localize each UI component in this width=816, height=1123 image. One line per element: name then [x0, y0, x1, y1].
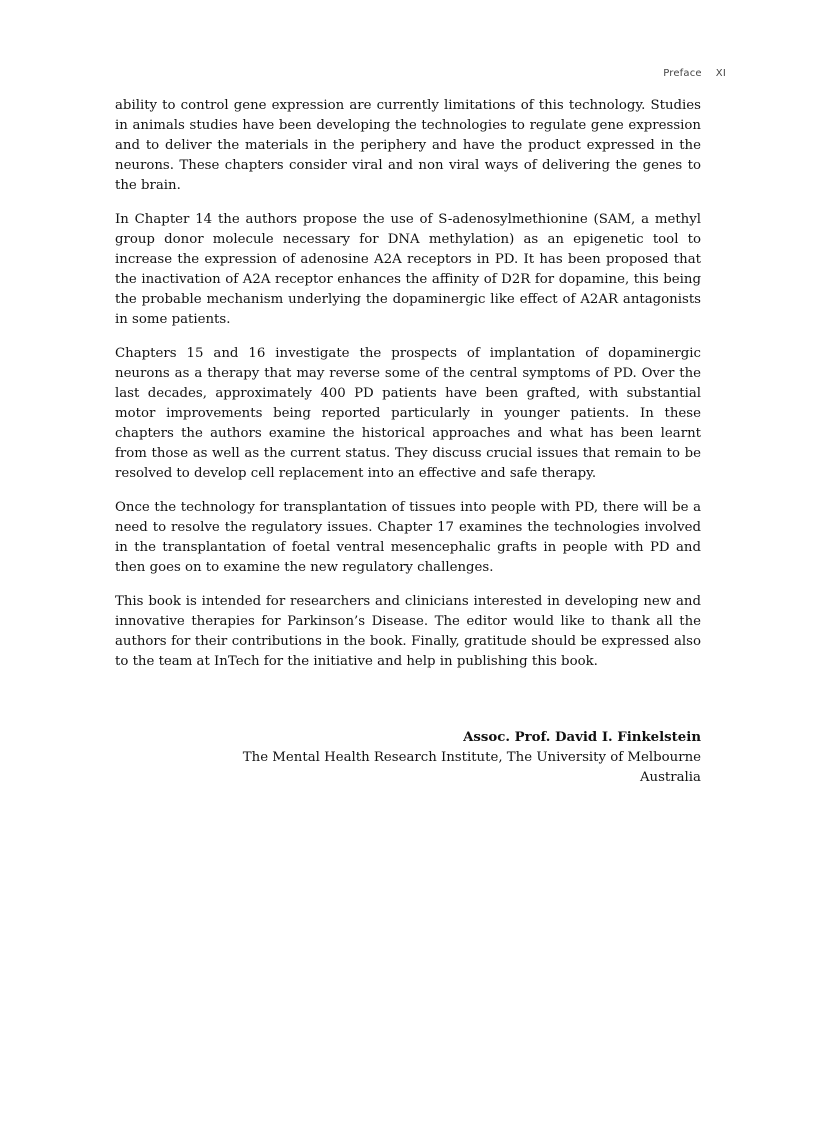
paragraph: Once the technology for transplantation of tissues into people with PD, there will be a need to resolve the regulatory issues. Chapter 17 examines the technologies involved in the transplantation of foetal ventral mesencephalic grafts in people with PD and then goes on to examine the new regulatory challenges. [115, 500, 701, 575]
body-text [115, 96, 701, 686]
author-country: Australia [639, 770, 701, 785]
paragraph: In Chapter 14 the authors propose the use of S-adenosylmethionine (SAM, a methyl group donor molecule necessary for DNA methylation) as an epigenetic tool to increase the expression of adenosine A2A receptors in PD. It has been proposed that the inactivation of A2A receptor enhances the affinity of D2R for dopamine, this being the probable mechanism underlying the dopaminergic like effect of A2AR antagonists in some patients. [115, 212, 701, 327]
paragraph: This book is intended for researchers and clinicians interested in developing new and innovative therapies for Parkinson’s Disease. The editor would like to thank all the authors for their contributions in the book. Finally, gratitude should be expressed also to the team at InTech for the initiative and help in publishing this book. [115, 594, 701, 669]
author-name: Assoc. Prof. David I. Finkelstein [463, 730, 701, 745]
signature-block [115, 728, 701, 788]
running-header [663, 68, 726, 79]
author-affiliation: The Mental Health Research Institute, The University of Melbourne [242, 750, 701, 765]
header-section-title: Preface [663, 68, 702, 79]
paragraph: ability to control gene expression are currently limitations of this technology. Studies in animals studies have been developing the technologies to regulate gene expression and to deliver the materials in the periphery and have the product expressed in the neurons. These chapters consider viral and non viral ways of delivering the genes to the brain. [115, 98, 701, 193]
paragraph: Chapters 15 and 16 investigate the prospects of implantation of dopaminergic neurons as a therapy that may reverse some of the central symptoms of PD. Over the last decades, approximately 400 PD patients have been grafted, with substantial motor improvements being reported particularly in younger patients. In these chapters the authors examine the historical approaches and what has been learnt from those as well as the current status. They discuss crucial issues that remain to be resolved to develop cell replacement into an effective and safe therapy. [115, 346, 701, 481]
header-page-number: XI [715, 68, 726, 79]
